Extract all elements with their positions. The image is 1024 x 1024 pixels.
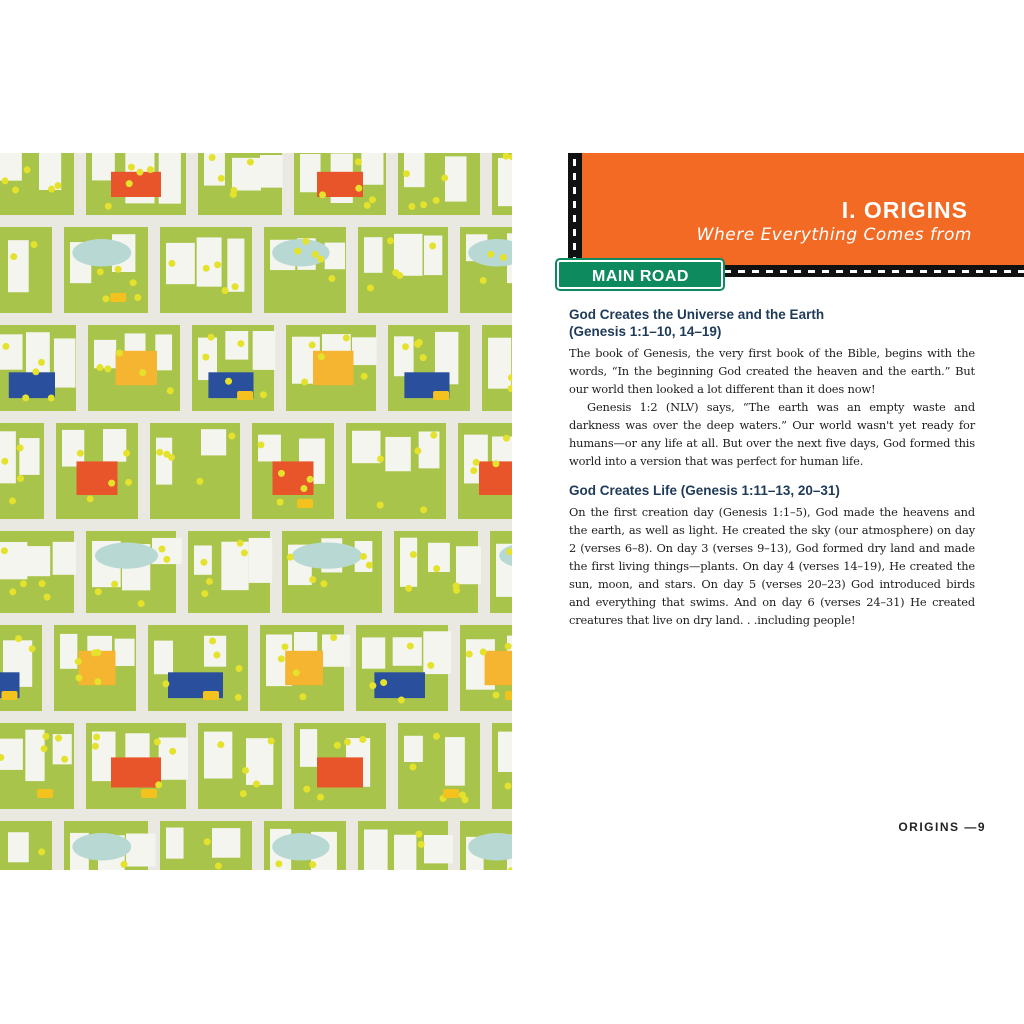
map-tree xyxy=(139,369,146,376)
map-tree xyxy=(32,368,39,375)
map-building xyxy=(221,542,248,590)
map-tree xyxy=(115,266,122,273)
map-tree xyxy=(1,458,8,465)
map-tree xyxy=(218,175,225,182)
map-tree xyxy=(480,277,487,284)
map-building xyxy=(60,634,77,669)
map-tree xyxy=(366,562,373,569)
map-building xyxy=(394,336,414,376)
map-tree xyxy=(217,741,224,748)
map-tree xyxy=(97,268,104,275)
map-tree xyxy=(253,781,260,788)
map-tree xyxy=(493,692,500,699)
map-tree xyxy=(105,203,112,210)
map-tree xyxy=(420,201,427,208)
map-school xyxy=(116,351,157,385)
map-tree xyxy=(201,590,208,597)
map-building xyxy=(364,829,388,870)
map-tree xyxy=(48,186,55,193)
map-tree xyxy=(232,283,239,290)
map-tree xyxy=(167,387,174,394)
map-tree xyxy=(204,838,211,845)
map-tree xyxy=(206,578,213,585)
map-tree xyxy=(116,350,123,357)
map-tree xyxy=(31,241,38,248)
map-tree xyxy=(268,738,275,745)
map-tree xyxy=(257,441,264,448)
map-tree xyxy=(480,648,487,655)
map-building xyxy=(362,637,385,668)
map-tree xyxy=(96,364,103,371)
map-tree xyxy=(75,658,82,665)
running-footer: ORIGINS —9 xyxy=(898,820,986,834)
map-tree xyxy=(293,669,300,676)
map-tree xyxy=(123,450,130,457)
map-tree xyxy=(17,475,24,482)
map-building xyxy=(159,153,181,204)
map-tree xyxy=(360,553,367,560)
map-building xyxy=(498,158,512,206)
map-building xyxy=(246,738,273,785)
map-tree xyxy=(414,340,421,347)
map-taxi xyxy=(433,391,449,400)
map-tree xyxy=(300,485,307,492)
map-building xyxy=(352,337,377,365)
map-tree xyxy=(380,679,387,686)
map-building xyxy=(166,828,184,859)
map-tree xyxy=(38,359,45,366)
map-tree xyxy=(156,449,163,456)
map-tree xyxy=(377,502,384,509)
map-tree xyxy=(320,580,327,587)
map-building xyxy=(159,737,188,779)
map-school xyxy=(485,651,512,685)
map-building xyxy=(54,338,75,387)
map-tree xyxy=(260,391,267,398)
body-paragraph: The book of Genesis, the very first book of the Bible, begins with the words, “In the beginning God created the heaven and the earth.” But our world then looked a lot different than it does now! xyxy=(569,346,975,396)
map-tree xyxy=(407,643,414,650)
map-tree xyxy=(93,733,100,740)
main-road-sign: MAIN ROAD xyxy=(557,260,723,289)
map-tree xyxy=(41,745,48,752)
map-tree xyxy=(55,182,62,189)
map-tree xyxy=(505,643,512,650)
map-building xyxy=(94,340,116,368)
map-taxi xyxy=(141,789,157,798)
road-dash-horizontal xyxy=(724,270,1024,273)
map-tree xyxy=(20,580,27,587)
map-building xyxy=(385,437,410,471)
map-tree xyxy=(415,831,422,838)
map-tree xyxy=(1,547,8,554)
map-tree xyxy=(398,696,405,703)
map-tree xyxy=(403,170,410,177)
map-tree xyxy=(42,733,49,740)
map-tree xyxy=(231,187,238,194)
map-tree xyxy=(430,432,437,439)
map-tree xyxy=(302,238,309,245)
map-tree xyxy=(487,251,494,258)
map-tree xyxy=(102,295,109,302)
map-tree xyxy=(275,860,282,867)
map-tree xyxy=(209,154,216,161)
map-tree xyxy=(162,680,169,687)
map-building xyxy=(249,538,272,583)
map-tree xyxy=(500,254,507,261)
map-tree xyxy=(39,580,46,587)
map-tree xyxy=(147,166,154,173)
map-tree xyxy=(163,451,170,458)
map-school xyxy=(285,651,323,685)
map-tree xyxy=(38,848,45,855)
map-taxi xyxy=(2,691,18,700)
map-tree xyxy=(134,294,141,301)
map-tree xyxy=(441,174,448,181)
map-tree xyxy=(303,786,310,793)
section-heading: God Creates Life (Genesis 1:11–13, 20–31) xyxy=(569,483,840,498)
map-tree xyxy=(17,444,24,451)
town-map-illustration xyxy=(0,153,512,870)
map-taxi xyxy=(37,789,53,798)
map-tree xyxy=(29,645,36,652)
map-tree xyxy=(128,164,135,171)
map-store xyxy=(9,372,55,398)
road-dash-vertical xyxy=(573,159,576,264)
map-building xyxy=(204,732,232,779)
map-tree xyxy=(55,735,62,742)
map-building xyxy=(225,331,248,360)
map-tree xyxy=(213,652,220,659)
map-tree xyxy=(492,460,499,467)
map-tree xyxy=(429,242,436,249)
map-tree xyxy=(359,736,366,743)
map-tree xyxy=(294,248,301,255)
map-tree xyxy=(414,447,421,454)
map-tree xyxy=(367,284,374,291)
map-tree xyxy=(222,287,229,294)
map-tree xyxy=(328,275,335,282)
map-building xyxy=(488,338,511,389)
map-tree xyxy=(309,342,316,349)
map-building xyxy=(352,431,381,463)
map-tree xyxy=(369,196,376,203)
map-taxi xyxy=(203,691,219,700)
map-tree xyxy=(237,540,244,547)
map-pond xyxy=(72,833,131,861)
page-content xyxy=(569,306,975,629)
map-taxi xyxy=(443,789,459,798)
map-tree xyxy=(136,169,143,176)
map-building xyxy=(364,237,382,273)
body-paragraph: Genesis 1:2 (NLV) says, “The earth was an empty waste and darkness was over the deep waters.” Our world wasn't yet ready for humans—or any life at all. But over the next five days, God formed this world into a version that was perfect for human life. xyxy=(569,400,975,468)
map-building xyxy=(394,234,423,276)
map-firehouse xyxy=(111,172,161,197)
map-tree xyxy=(155,781,162,788)
map-pond xyxy=(272,833,329,861)
map-tree xyxy=(209,637,216,644)
map-building xyxy=(25,730,44,781)
map-tree xyxy=(237,340,244,347)
map-tree xyxy=(409,763,416,770)
map-tree xyxy=(111,581,118,588)
map-tree xyxy=(505,783,512,790)
map-firehouse xyxy=(77,461,118,495)
map-tree xyxy=(225,378,232,385)
map-tree xyxy=(387,237,394,244)
map-tree xyxy=(235,694,242,701)
map-tree xyxy=(77,450,84,457)
map-building xyxy=(201,429,226,455)
map-building xyxy=(445,156,467,201)
map-building xyxy=(393,637,422,666)
map-tree xyxy=(459,792,466,799)
map-tree xyxy=(503,435,510,442)
map-building xyxy=(498,732,512,772)
map-tree xyxy=(22,394,29,401)
map-tree xyxy=(196,478,203,485)
map-tree xyxy=(281,643,288,650)
map-tree xyxy=(433,733,440,740)
map-tree xyxy=(402,343,409,350)
map-tree xyxy=(344,738,351,745)
map-pond xyxy=(292,542,362,568)
map-tree xyxy=(236,665,243,672)
map-tree xyxy=(75,674,82,681)
map-tree xyxy=(309,861,316,868)
map-tree xyxy=(433,565,440,572)
map-building xyxy=(8,240,29,292)
map-building xyxy=(0,431,16,483)
map-building xyxy=(404,153,425,187)
map-building xyxy=(26,332,50,374)
map-building xyxy=(62,430,84,467)
map-tree xyxy=(138,600,145,607)
map-tree xyxy=(420,506,427,513)
map-tree xyxy=(15,635,22,642)
map-tree xyxy=(396,272,403,279)
map-tree xyxy=(241,549,248,556)
map-tree xyxy=(307,476,314,483)
map-building xyxy=(404,736,423,762)
map-building xyxy=(0,334,23,369)
body-paragraph: On the first creation day (Genesis 1:1–5), God made the heavens and the earth, as well as light. He created the sky (our atmosphere) on day 2 (verses 6–8). On day 3 (verses 9–13), God formed dry land and made the first living things—plants. On day 4 (verses 14–19), He created the sun, moon, and stars. On day 5 (verses 20–23) God introduced birds and everything that swims. And on day 6 (verses 24–31) He created creatures that live on dry land. . .including people! xyxy=(569,505,975,627)
town-map-svg xyxy=(0,153,512,870)
map-tree xyxy=(405,585,412,592)
chapter-header xyxy=(568,153,1024,275)
map-tree xyxy=(121,861,128,868)
map-building xyxy=(0,153,22,181)
map-tree xyxy=(453,582,460,589)
map-building xyxy=(53,542,76,575)
map-building xyxy=(126,833,156,866)
chapter-title: I. ORIGINS xyxy=(841,197,968,223)
map-firehouse xyxy=(317,757,363,787)
map-building xyxy=(445,737,465,786)
map-taxi xyxy=(110,293,126,302)
map-building xyxy=(103,429,126,462)
map-tree xyxy=(87,495,94,502)
map-tree xyxy=(355,185,362,192)
map-tree xyxy=(168,260,175,267)
map-tree xyxy=(92,743,99,750)
map-tree xyxy=(240,790,247,797)
map-building xyxy=(361,153,383,185)
map-pond xyxy=(95,542,158,568)
map-tree xyxy=(247,159,254,166)
map-tree xyxy=(318,353,325,360)
map-tree xyxy=(163,556,170,563)
map-tree xyxy=(299,693,306,700)
map-tree xyxy=(203,265,210,272)
map-tree xyxy=(108,480,115,487)
map-building xyxy=(154,641,173,675)
map-building xyxy=(456,546,481,584)
map-tree xyxy=(95,588,102,595)
map-tree xyxy=(330,634,337,641)
map-taxi xyxy=(505,691,512,700)
map-tree xyxy=(410,551,417,558)
map-tree xyxy=(278,470,285,477)
map-building xyxy=(232,158,261,191)
map-tree xyxy=(420,354,427,361)
map-building xyxy=(394,835,416,870)
map-tree xyxy=(61,756,68,763)
map-building xyxy=(300,729,317,767)
map-tree xyxy=(278,655,285,662)
map-tree xyxy=(287,554,294,561)
map-tree xyxy=(48,395,55,402)
map-tree xyxy=(9,497,16,504)
map-building xyxy=(8,832,29,862)
map-tree xyxy=(364,202,371,209)
map-tree xyxy=(334,742,341,749)
map-tree xyxy=(126,180,133,187)
map-building xyxy=(424,236,442,276)
map-tree xyxy=(408,203,415,210)
map-tree xyxy=(343,334,350,341)
map-firehouse xyxy=(111,757,161,787)
map-taxi xyxy=(237,391,253,400)
map-tree xyxy=(242,767,249,774)
map-tree xyxy=(355,158,362,165)
map-building xyxy=(424,835,453,863)
map-tree xyxy=(317,794,324,801)
map-tree xyxy=(228,433,235,440)
map-tree xyxy=(44,594,51,601)
map-tree xyxy=(309,576,316,583)
map-tree xyxy=(377,455,384,462)
map-tree xyxy=(301,378,308,385)
map-building xyxy=(0,739,23,770)
map-building xyxy=(400,538,417,587)
map-tree xyxy=(470,467,477,474)
map-tree xyxy=(317,256,324,263)
map-tree xyxy=(312,251,319,258)
map-tree xyxy=(10,253,17,260)
map-tree xyxy=(418,841,425,848)
chapter-subtitle: Where Everything Comes from xyxy=(696,225,972,245)
map-tree xyxy=(125,479,132,486)
map-building xyxy=(423,631,451,674)
map-building xyxy=(260,155,283,188)
section-heading-title: God Creates the Universe and the Earth xyxy=(569,307,825,322)
map-tree xyxy=(130,279,137,286)
map-tree xyxy=(202,354,209,361)
map-tree xyxy=(94,678,101,685)
map-taxi xyxy=(297,499,313,508)
map-tree xyxy=(159,545,166,552)
map-tree xyxy=(433,197,440,204)
map-tree xyxy=(154,738,161,745)
map-tree xyxy=(12,186,19,193)
map-tree xyxy=(200,559,207,566)
map-building xyxy=(156,438,172,485)
map-building xyxy=(25,546,50,576)
section-heading xyxy=(569,306,975,340)
map-tree xyxy=(169,748,176,755)
map-tree xyxy=(9,588,16,595)
map-building xyxy=(253,331,276,370)
map-tree xyxy=(466,651,473,658)
map-tree xyxy=(24,166,31,173)
map-building xyxy=(212,828,240,858)
map-tree xyxy=(427,662,434,669)
map-building xyxy=(19,438,39,475)
map-tree xyxy=(361,373,368,380)
map-building xyxy=(155,334,172,370)
map-tree xyxy=(214,261,221,268)
map-tree xyxy=(277,499,284,506)
map-building xyxy=(115,639,135,666)
map-tree xyxy=(319,191,326,198)
map-tree xyxy=(2,343,9,350)
map-tree xyxy=(104,365,111,372)
map-tree xyxy=(473,459,480,466)
map-tree xyxy=(369,682,376,689)
map-tree xyxy=(208,334,215,341)
map-tree xyxy=(215,862,222,869)
map-pond xyxy=(72,239,131,267)
map-tree xyxy=(94,649,101,656)
section-heading-reference: (Genesis 1:1–10, 14–19) xyxy=(569,324,722,339)
map-tree xyxy=(2,177,9,184)
